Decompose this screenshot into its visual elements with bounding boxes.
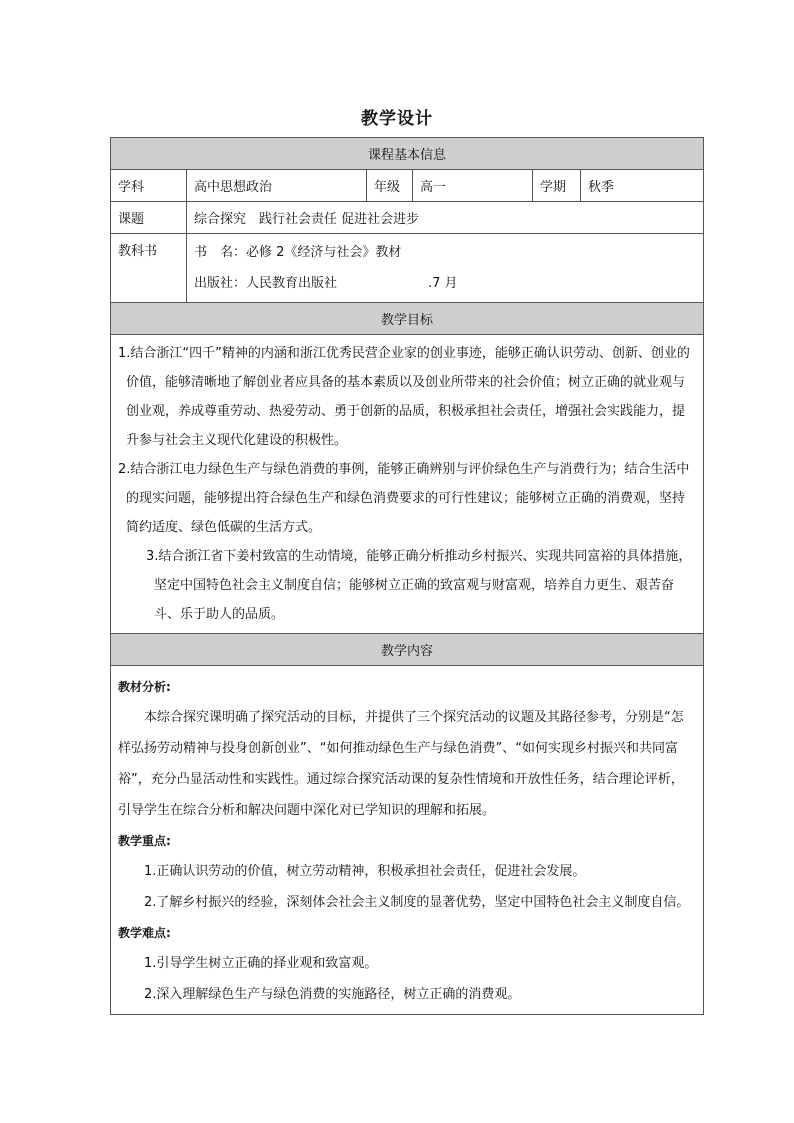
section-title-content: 教学内容 [111, 634, 704, 666]
difficult-points-heading: 教学难点: [118, 926, 171, 940]
row-objectives [111, 335, 704, 634]
section-title-objectives: 教学目标 [111, 303, 704, 335]
section-header-objectives [111, 303, 704, 335]
topic-label: 课题 [111, 202, 187, 234]
section-header-content [111, 634, 704, 666]
row-content [111, 666, 704, 1015]
row-subject [111, 170, 704, 202]
topic-value: 综合探究 践行社会责任 促进社会进步 [187, 202, 704, 234]
objective-item: 2.结合浙江电力绿色生产与绿色消费的事例，能够正确辨别与评价绿色生产与消费行为；结合生活中的现实问题，能够提出符合绿色生产和绿色消费要求的可行性建议；能够树立正确的消费观，坚持简约适度、绿色低碳的生活方式。 [118, 462, 690, 535]
textbook-value [187, 234, 704, 303]
row-textbook [111, 234, 704, 303]
page-title: 教学设计 [361, 109, 433, 129]
textbook-name: 书 名：必修 2《经济与社会》教材 [194, 245, 402, 260]
row-topic [111, 202, 704, 234]
key-points-heading: 教学重点: [118, 834, 171, 848]
subject-label: 学科 [111, 170, 187, 202]
objectives-cell [111, 335, 704, 634]
key-point-item: 2.了解乡村振兴的经验，深刻体会社会主义制度的显著优势，坚定中国特色社会主义制度自信。 [144, 895, 690, 910]
objective-item: 3.结合浙江省下姜村致富的生动情境，能够正确分析推动乡村振兴、实现共同富裕的具体措施，坚定中国特色社会主义制度自信；能够树立正确的致富观与财富观，培养自力更生、艰苦奋斗、乐于助人的品质。 [146, 549, 692, 622]
difficult-point-item: 1.引导学生树立正确的择业观和致富观。 [144, 956, 378, 971]
lesson-plan-table [110, 137, 704, 1015]
textbook-publisher: 出版社：人民教育出版社 .7 月 [194, 276, 458, 291]
grade-label: 年级 [367, 170, 413, 202]
term-value: 秋季 [581, 170, 704, 202]
subject-value: 高中思想政治 [187, 170, 367, 202]
objective-item: 1.结合浙江“四千”精神的内涵和浙江优秀民营企业家的创业事迹，能够正确认识劳动、创新、创业的价值，能够清晰地了解创业者应具备的基本素质以及创业所带来的社会价值；树立正确的就业观与创业观，养成尊重劳动、热爱劳动、勇于创新的品质，积极承担社会责任，增强社会实践能力，提升参与社会主义现代化建设的积极性。 [118, 346, 690, 448]
textbook-label: 教科书 [111, 234, 187, 303]
key-point-item: 1.正确认识劳动的价值，树立劳动精神，积极承担社会责任，促进社会发展。 [144, 864, 586, 879]
grade-value: 高一 [413, 170, 533, 202]
section-header-basic [111, 138, 704, 170]
term-label: 学期 [533, 170, 581, 202]
content-cell [111, 666, 704, 1015]
analysis-text: 本综合探究课明确了探究活动的目标，并提供了三个探究活动的议题及其路径参考，分别是“怎样弘扬劳动精神与投身创新创业”、“如何推动绿色生产与绿色消费”、“如何实现乡村振兴和共同富裕”，充分凸显活动性和实践性。通过综合探究活动课的复杂性情境和开放性任务，结合理论评析，引导学生在综合分析和解决问题中深化对已学知识的理解和拓展。 [118, 710, 684, 818]
analysis-heading: 教材分析: [118, 680, 171, 694]
difficult-point-item: 2.深入理解绿色生产与绿色消费的实施路径，树立正确的消费观。 [144, 987, 521, 1002]
section-title-basic-info: 课程基本信息 [111, 138, 704, 170]
